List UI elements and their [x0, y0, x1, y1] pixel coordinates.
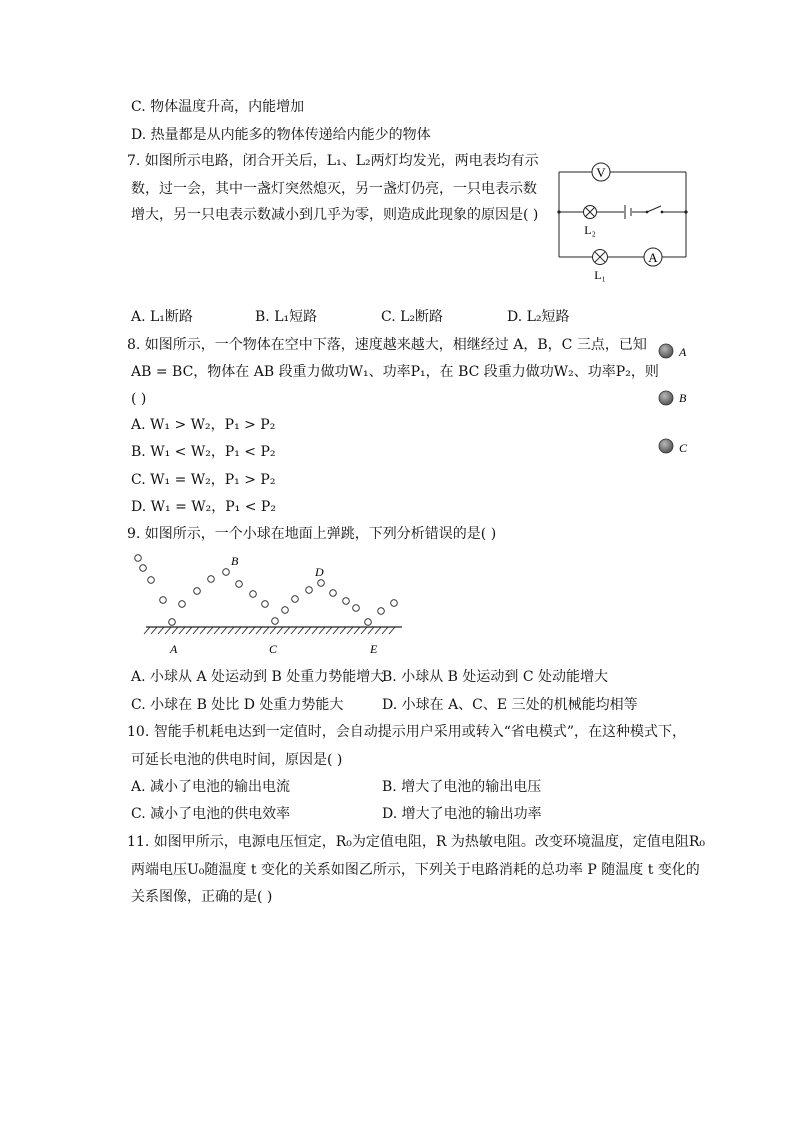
ball-position-16: [306, 587, 313, 594]
ball-position-13: [272, 618, 279, 625]
ball-position-14: [282, 607, 289, 614]
q9-option-b: B. 小球从 B 处运动到 C 处动能增大: [382, 669, 608, 685]
ball-position-19: [343, 598, 350, 605]
ball-position-18: [330, 590, 337, 597]
q10-option-a: A. 减小了电池的输出电流: [131, 779, 291, 795]
q9-option-d: D. 小球在 A、C、E 三处的机械能均相等: [382, 697, 638, 713]
q9-option-c: C. 小球在 B 处比 D 处重力势能大: [131, 697, 344, 713]
ball-position-17: [318, 580, 325, 587]
point-c-label: C: [679, 441, 688, 455]
q10-option-d: D. 增大了电池的输出功率: [382, 806, 542, 822]
point-c-label: C: [269, 642, 278, 656]
ball-position-20: [353, 605, 360, 612]
q11-stem-line3: 关系图像，正确的是( ): [131, 889, 273, 905]
q8-stem-line1: 8. 如图所示，一个物体在空中下落，速度越来越大，相继经过 A，B，C 三点，已知: [127, 337, 647, 353]
q10-stem-line1: 10. 智能手机耗电达到一定值时，会自动提示用户采用或转入“省电模式”，在这种模式下，: [127, 724, 687, 740]
q7-circuit-diagram: [552, 160, 697, 285]
q7-option-c: C. L₂断路: [381, 309, 444, 325]
point-b-label: B: [679, 391, 687, 405]
ball-position-15: [292, 596, 299, 603]
q7-stem-line3: 增大，另一只电表示数减小到几乎为零，则造成此现象的原因是( ): [131, 207, 539, 223]
ball-position-22: [378, 608, 385, 615]
q9-stem: 9. 如图所示，一个小球在地面上弹跳，下列分析错误的是( ): [127, 526, 497, 542]
q7-option-d: D. L₂短路: [507, 309, 570, 325]
q7-option-b: B. L₁短路: [255, 309, 318, 325]
q6-option-c: C. 物体温度升高，内能增加: [131, 99, 305, 115]
q11-stem-line1: 11. 如图甲所示，电源电压恒定，R₀为定值电阻，R 为热敏电阻。改变环境温度，定值电阻R₀: [127, 834, 706, 850]
ball-position-21: [365, 619, 372, 626]
ball-position-12: [262, 601, 269, 608]
q7-stem-line1: 7. 如图所示电路，闭合开关后，L₁、L₂两灯均发光，两电表均有示: [127, 153, 539, 169]
q8-stem-line2: AB = BC，物体在 AB 段重力做功W₁、功率P₁，在 BC 段重力做功W₂、功率P₂，则: [131, 364, 659, 380]
q9-option-a: A. 小球从 A 处运动到 B 处重力势能增大: [131, 669, 385, 685]
ball-position-2: [140, 565, 147, 572]
q7-options-row: [131, 308, 691, 326]
point-a-label: A: [170, 642, 178, 656]
q10-option-b: B. 增大了电池的输出电压: [382, 779, 542, 795]
q8-falling-object-diagram: [650, 336, 700, 460]
ball-position-11: [250, 591, 257, 598]
ball-position-6: [169, 619, 176, 626]
ball-position-4: [160, 597, 167, 604]
ball-position-9: [223, 569, 230, 576]
point-a-label: A: [679, 345, 687, 359]
q8-option-c: C. W₁ = W₂，P₁ > P₂: [131, 472, 276, 488]
lamp-l1-label: L₁: [594, 268, 606, 282]
ball-position-10: [236, 581, 243, 588]
ball-position-3: [148, 577, 155, 584]
q10-option-c: C. 减小了电池的供电效率: [131, 806, 291, 822]
q10-stem-line2: 可延长电池的供电时间，原因是( ): [131, 752, 343, 768]
lamp-l2-label: L₂: [584, 223, 596, 237]
ball-position-8: [208, 576, 215, 583]
q6-option-d: D. 热量都是从内能多的物体传递给内能少的物体: [131, 127, 431, 143]
ball-position-1: [135, 555, 142, 562]
q8-stem-line3: ( ): [131, 391, 147, 407]
ball-position-7: [194, 588, 201, 595]
ball-position-5: [179, 601, 186, 608]
ball-position-23: [391, 600, 398, 607]
q7-stem-line2: 数，过一会，其中一盏灯突然熄灭，另一盏灯仍亮，一只电表示数: [131, 181, 537, 197]
point-d-label: D: [315, 565, 324, 579]
q11-stem-line2: 两端电压U₀随温度 t 变化的关系如图乙所示，下列关于电路消耗的总功率 P 随温度 t 变化的: [131, 862, 700, 878]
q8-option-a: A. W₁ > W₂，P₁ > P₂: [131, 417, 276, 433]
q8-option-d: D. W₁ = W₂，P₁ < P₂: [131, 499, 276, 515]
q9-bouncing-ball-diagram: [128, 549, 408, 659]
q7-option-a: A. L₁断路: [131, 309, 193, 325]
q8-option-b: B. W₁ < W₂，P₁ < P₂: [131, 444, 276, 460]
voltmeter-label: V: [596, 165, 606, 180]
point-e-label: E: [370, 642, 378, 656]
point-b-label: B: [231, 554, 239, 568]
ammeter-label: A: [648, 250, 658, 265]
